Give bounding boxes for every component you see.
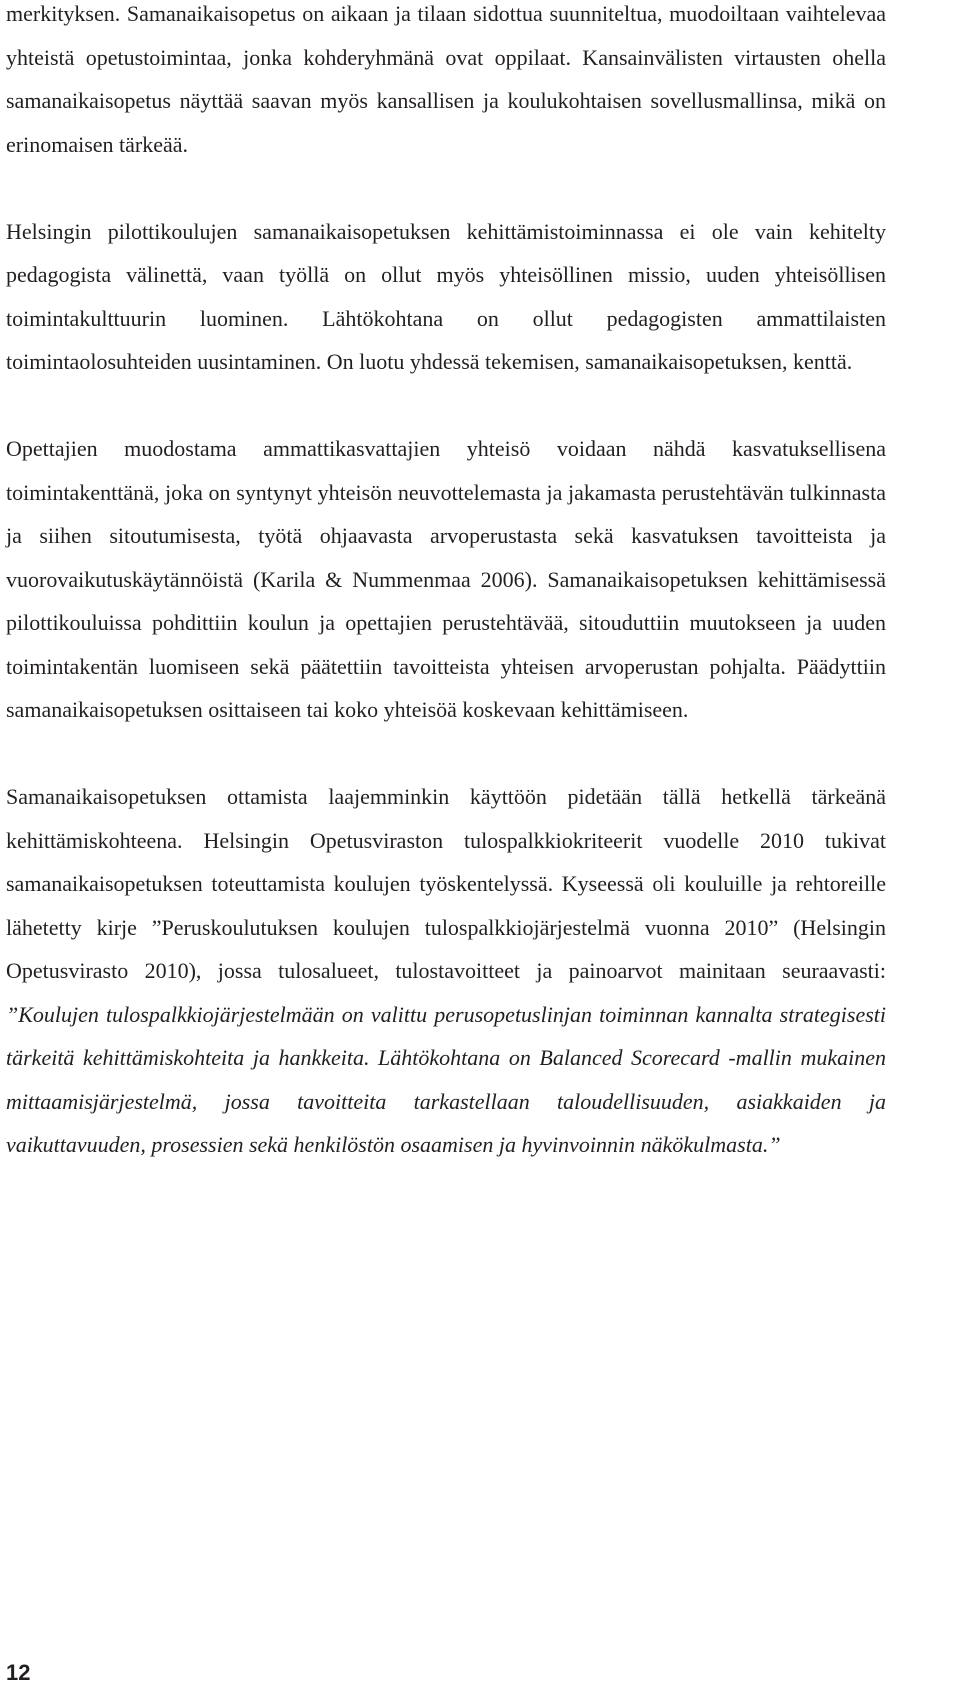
page-number: 12 xyxy=(6,1660,31,1685)
document-page xyxy=(6,0,886,1167)
paragraph-4-text: Samanaikaisopetuksen ottamista laajemminkin käyttöön pidetään tällä hetkellä tärkeänä kehittämiskohteena. Helsingin Opetusviraston tulospalkkiokriteerit vuodelle 2010 tukivat samanaikaisopetuksen toteuttamista koulujen työskentelyssä. Kyseessä oli kouluille ja rehtoreille lähetetty kirje ”Peruskoulutuksen koulujen tulospalkkiojärjestelmä vuonna 2010” (Helsingin Opetusvirasto 2010), jossa tulosalueet, tulostavoitteet ja painoarvot mainitaan seuraavasti: xyxy=(6,784,886,983)
paragraph-3: Opettajien muodostama ammattikasvattajien yhteisö voidaan nähdä kasvatuksellisena toimintakenttänä, joka on syntynyt yhteisön neuvottelemasta ja jakamasta perustehtävän tulkinnasta ja siihen sitoutumisesta, työtä ohjaavasta arvoperustasta sekä kasvatuksen tavoitteista ja vuorovaikutuskäytännöistä (Karila & Nummenmaa 2006). Samanaikaisopetuksen kehittämisessä pilottikouluissa pohdittiin koulun ja opettajien perustehtävää, sitouduttiin muutokseen ja uuden toimintakentän luomiseen sekä päätettiin tavoitteista yhteisen arvoperustan pohjalta. Päädyttiin samanaikaisopetuksen osittaiseen tai koko yhteisöä koskevaan kehittämiseen. xyxy=(6,436,886,722)
paragraph-2: Helsingin pilottikoulujen samanaikaisopetuksen kehittämistoiminnassa ei ole vain kehitelty pedagogista välinettä, vaan työllä on ollut myös yhteisöllinen missio, uuden yhteisöllisen toimintakulttuurin luominen. Lähtökohtana on ollut pedagogisten ammattilaisten toimintaolosuhteiden uusintaminen. On luotu yhdessä tekemisen, samanaikaisopetuksen, kenttä. xyxy=(6,218,886,374)
paragraph-4 xyxy=(6,775,886,1167)
block-quote: ”Koulujen tulospalkkiojärjestelmään on valittu perusopetuslinjan toiminnan kannalta strategisesti tärkeitä kehittämiskohteita ja hankkeita. Lähtökohtana on Balanced Scorecard -mallin mukainen mittaamisjärjestelmä, jossa tavoitteita tarkastellaan taloudellisuuden, asiakkaiden ja vaikuttavuuden, prosessien sekä henkilöstön osaamisen ja hyvinvoinnin näkökulmasta.” xyxy=(6,1001,886,1157)
paragraph-1: merkityksen. Samanaikaisopetus on aikaan ja tilaan sidottua suunniteltua, muodoiltaan vaihtelevaa yhteistä opetustoimintaa, jonka kohderyhmänä ovat oppilaat. Kansainvälisten virtausten ohella samanaikaisopetus näyttää saavan myös kansallisen ja koulukohtaisen sovellusmallinsa, mikä on erinomaisen tärkeää. xyxy=(6,1,886,157)
